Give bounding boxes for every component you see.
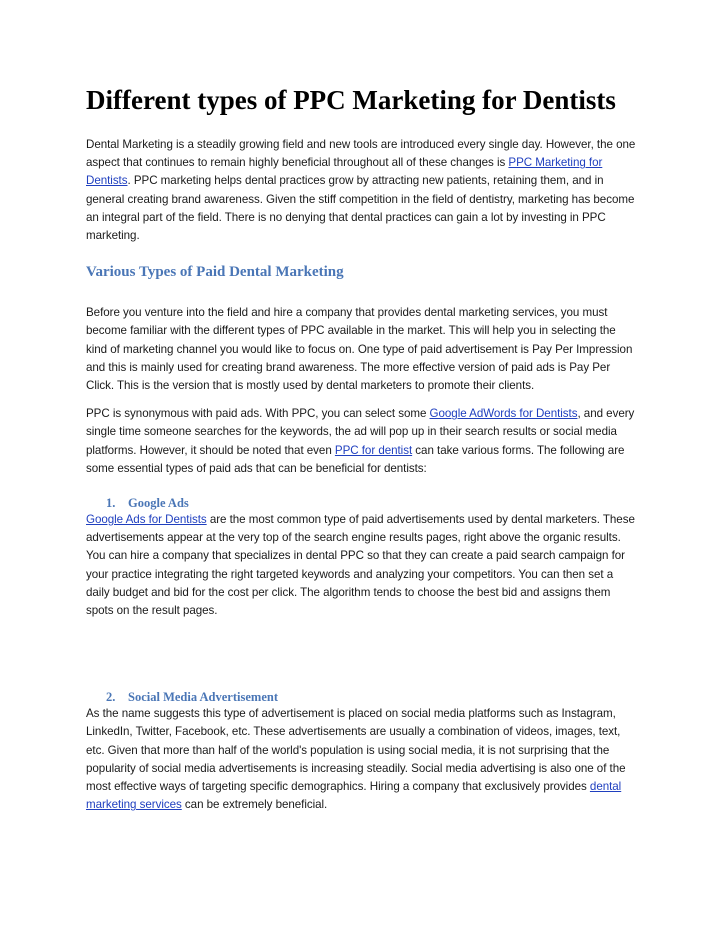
google-ads-paragraph bbox=[86, 511, 636, 620]
list-heading-text: Google Ads bbox=[128, 496, 189, 511]
ppc-text-middle: , and every single time someone searches for the keywords, the ad will pop up in their search results or social media platforms. However, it should be noted that even bbox=[86, 407, 635, 457]
list-number: 2. bbox=[106, 690, 116, 705]
types-paragraph: Before you venture into the field and hire a company that provides dental marketing services, you must become familiar with the different types of PPC available in the market. This will help you in selecting the kind of marketing channel you would like to focus on. One type of paid advertisement is Pay Per Impression and this is mainly used for creating brand awareness. The more effective version of paid ads is Pay Per Click. This is the version that is mostly used by dental marketers to promote their clients. bbox=[86, 306, 633, 393]
ppc-paragraph bbox=[86, 405, 636, 478]
ppc-marketing-for-dentists-link[interactable]: PPC Marketing for Dentists bbox=[86, 156, 603, 188]
google-adwords-link[interactable]: Google AdWords for Dentists bbox=[429, 407, 578, 421]
spacer bbox=[86, 620, 636, 672]
ppc-for-dentist-link[interactable]: PPC for dentist bbox=[334, 443, 413, 457]
social-media-text: As the name suggests this type of advertisement is placed on social media platforms such as Instagram, LinkedIn, Twitter, Facebook, etc. These advertisements are usually a combination of videos, images, text, etc. Given that more than half of the world's population is using social media, it is not surprising that the popularity of social media advertisements is increasing steadily. Social media advertising is also one of the most effective ways of targeting specific demographics. Hiring a company that exclusively provides bbox=[86, 707, 626, 794]
ppc-text-after: can take various forms. The following are some essential types of paid ads that can be beneficial for dentists: bbox=[86, 443, 625, 475]
intro-text-before: Dental Marketing is a steadily growing field and new tools are introduced every single day. However, the one aspect that continues to remain highly beneficial throughout all of these changes is bbox=[86, 138, 636, 170]
social-media-paragraph bbox=[86, 705, 636, 814]
list-item-heading bbox=[106, 689, 636, 705]
social-media-text-after: can be extremely beneficial. bbox=[181, 798, 328, 812]
list-heading-text: Social Media Advertisement bbox=[128, 690, 278, 705]
dental-marketing-services-link[interactable]: dental marketing services bbox=[86, 780, 622, 812]
google-ads-for-dentists-link[interactable]: Google Ads for Dentists bbox=[86, 513, 207, 527]
intro-paragraph bbox=[86, 136, 636, 245]
page-title: Different types of PPC Marketing for Dentists bbox=[86, 85, 616, 115]
document-page bbox=[86, 84, 636, 814]
intro-text-after: . PPC marketing helps dental practices grow by attracting new patients, retaining them, and in general creating brand awareness. Given the stiff competition in the field of dentistry, marketing has become an integral part of the field. There is no denying that dental practices can gain a lot by investing in PPC marketing. bbox=[86, 174, 635, 243]
section-heading: Various Types of Paid Dental Marketing bbox=[86, 264, 344, 281]
google-ads-text: are the most common type of paid advertisements used by dental marketers. These advertisements appear at the very top of the search engine results pages, right above the organic results. You can hire a company that specializes in dental PPC so that they can create a paid search campaign for your practice integrating the right targeted keywords and analyzing your competitors. You can then set a daily budget and bid for the cost per click. The algorithm tends to choose the best bid and assigns them spots on the result pages. bbox=[86, 513, 635, 618]
list-number: 1. bbox=[106, 496, 116, 511]
ppc-text-before: PPC is synonymous with paid ads. With PPC, you can select some bbox=[86, 407, 430, 421]
list-item-heading bbox=[106, 495, 636, 511]
